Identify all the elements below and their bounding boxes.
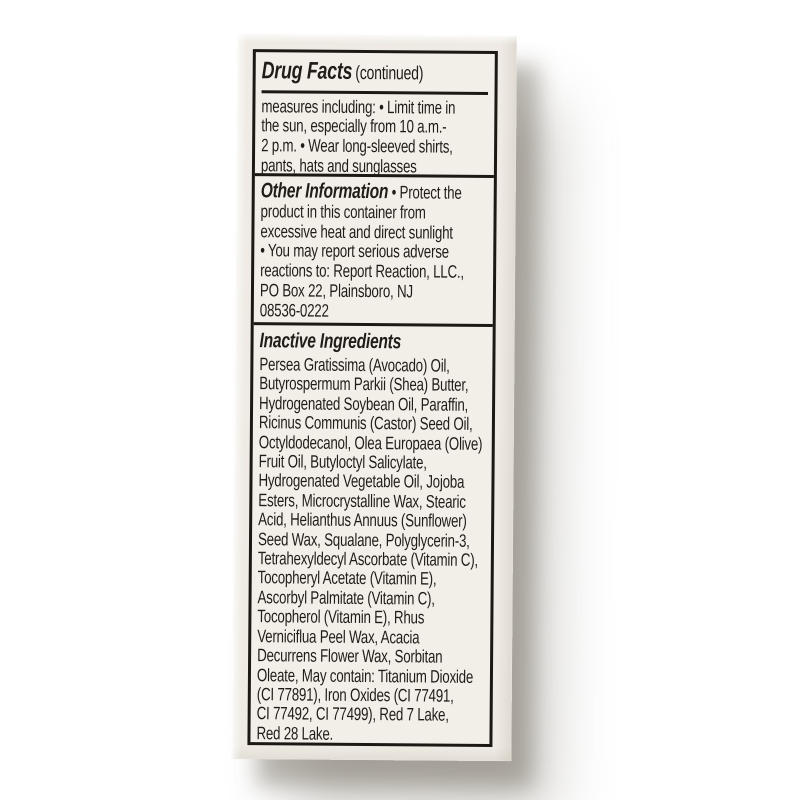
text-line: Octyldodecanol, Olea Europaea (Olive) (258, 431, 483, 454)
text-line: 08536-0222 (259, 299, 329, 321)
text-line: (CI 77891), Iron Oxides (CI 77491, (256, 684, 454, 706)
text-line: Oleate, May contain: Titanium Dioxide (256, 664, 474, 687)
text-line: Decurrens Flower Wax, Sorbitan (257, 645, 443, 667)
text-line: Esters, Microcrystalline Wax, Stearic (258, 490, 466, 512)
text-line: measures including: • Limit time in (261, 95, 456, 118)
text-line: pants, hats and sunglasses (260, 155, 417, 177)
text-line: 2 p.m. • Wear long-sleeved shirts, (261, 135, 453, 157)
text-line: Tocopherol (Vitamin E), Rhus (257, 606, 425, 628)
other-information-header: Other Information (260, 179, 389, 204)
text-line: Red 28 Lake. (256, 722, 334, 744)
text-line: Verniciflua Peel Wax, Acacia (257, 625, 420, 648)
inactive-ingredients-header: Inactive Ingredients (259, 329, 402, 354)
text-line: Fruit Oil, Butyloctyl Salicylate, (258, 451, 427, 473)
text-line: reactions to: Report Reaction, LLC., (260, 260, 464, 282)
product-box (231, 33, 517, 761)
text-line: product in this container from (260, 200, 426, 223)
text-line: • You may report serious adverse (260, 240, 449, 263)
text-line: excessive heat and direct sunlight (260, 220, 453, 243)
text-line: Ascorbyl Palmitate (Vitamin C), (257, 587, 435, 609)
text-line: Butyrospermum Parkii (Shea) Butter, (259, 373, 469, 396)
text-line: • Protect the (388, 182, 462, 203)
text-line: Ricinus Communis (Castor) Seed Oil, (258, 412, 473, 435)
text-line: the sun, especially from 10 a.m.- (261, 115, 447, 137)
section-inactive-ingredients (250, 322, 492, 744)
text-line: Persea Gratissima (Avocado) Oil, (259, 354, 450, 376)
section-other-information (254, 173, 494, 324)
title-underline-rule (262, 90, 488, 94)
text-line: Hydrogenated Vegetable Oil, Jojoba (258, 470, 465, 493)
panel-title-continued: (continued) (355, 62, 424, 85)
text-line: Tocopheryl Acetate (Vitamin E), (257, 567, 437, 590)
text-line: Tetrahexyldecyl Ascorbate (Vitamin C), (257, 548, 479, 570)
text-line: Acid, Helianthus Annuus (Sunflower) (258, 509, 467, 532)
text-line: Hydrogenated Soybean Oil, Paraffin, (259, 392, 469, 415)
text-line: Seed Wax, Squalane, Polyglycerin-3, (257, 528, 470, 551)
text-line: CI 77492, CI 77499), Red 7 Lake, (256, 703, 449, 725)
section-sun-protection-measures (255, 52, 495, 175)
text-line: PO Box 22, Plainsboro, NJ (259, 280, 413, 302)
other-information-first-line (261, 181, 495, 204)
drug-facts-panel (247, 49, 497, 747)
panel-title: Drug Facts (261, 57, 353, 85)
panel-title-row (262, 52, 496, 89)
